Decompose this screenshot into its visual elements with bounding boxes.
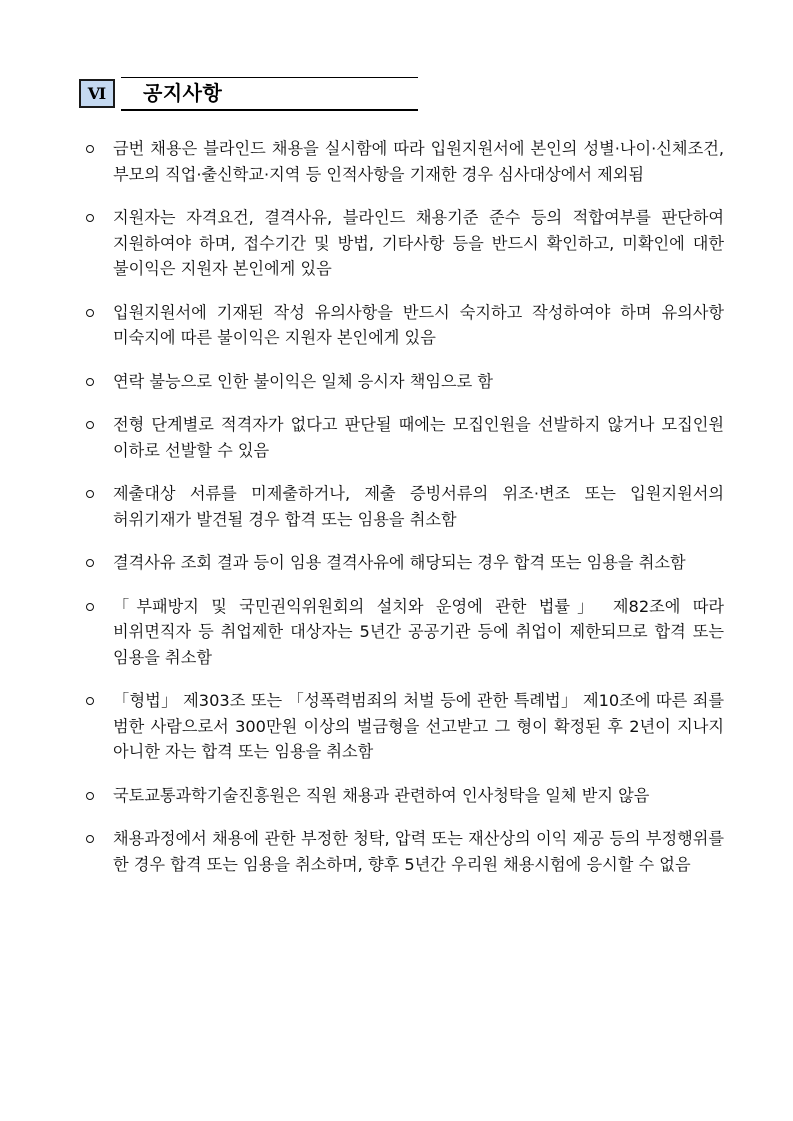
notice-item [84, 550, 724, 576]
notice-text: 「형법」 제303조 또는 「성폭력범죄의 처벌 등에 관한 특례법」 제10조에 따른 죄를 범한 사람으로서 300만원 이상의 벌금형을 선고받고 그 형이 확정된 후 2년이 지나지 아니한 자는 합격 또는 임용을 취소함 [113, 691, 724, 761]
notice-text: 제출대상 서류를 미제출하거나, 제출 증빙서류의 위조·변조 또는 입원지원서의 허위기재가 발견될 경우 합격 또는 임용을 취소함 [113, 484, 724, 529]
circle-bullet-icon [86, 490, 94, 498]
section-title: 공지사항 [143, 81, 223, 105]
notice-list [84, 136, 724, 895]
notice-item [84, 369, 724, 395]
notice-item [84, 205, 724, 282]
circle-bullet-icon [86, 603, 94, 611]
notice-item [84, 300, 724, 351]
section-number-badge: Ⅵ [79, 79, 115, 108]
notice-text: 입원지원서에 기재된 작성 유의사항을 반드시 숙지하고 작성하여야 하며 유의사항 미숙지에 따른 불이익은 지원자 본인에게 있음 [113, 302, 724, 347]
circle-bullet-icon [86, 697, 94, 705]
circle-bullet-icon [86, 835, 94, 843]
notice-text: 전형 단계별로 적격자가 없다고 판단될 때에는 모집인원을 선발하지 않거나 모집인원 이하로 선발할 수 있음 [113, 415, 724, 460]
notice-item [84, 412, 724, 463]
header-bottom-rule [121, 109, 418, 111]
notice-text: 결격사유 조회 결과 등이 임용 결격사유에 해당되는 경우 합격 또는 임용을 취소함 [113, 553, 686, 572]
notice-item [84, 688, 724, 765]
circle-bullet-icon [86, 145, 94, 153]
notice-text: 「부패방지 및 국민권익위원회의 설치와 운영에 관한 법률」 제82조에 따라 비위면직자 등 취업제한 대상자는 5년간 공공기관 등에 취업이 제한되므로 합격 또는 임용을 취소함 [113, 596, 724, 667]
notice-text: 채용과정에서 채용에 관한 부정한 청탁, 압력 또는 재산상의 이익 제공 등의 부정행위를 한 경우 합격 또는 임용을 취소하며, 향후 5년간 우리원 채용시험에 응시할 수 없음 [113, 829, 724, 874]
circle-bullet-icon [86, 792, 94, 800]
notice-text: 금번 채용은 블라인드 채용을 실시함에 따라 입원지원서에 본인의 성별·나이·신체조건, 부모의 직업·출신학교·지역 등 인적사항을 기재한 경우 심사대상에서 제외됨 [113, 139, 724, 184]
notice-text: 지원자는 자격요건, 결격사유, 블라인드 채용기준 준수 등의 적합여부를 판단하여 지원하여야 하며, 접수기간 및 방법, 기타사항 등을 반드시 확인하고, 미확인에 대한 불이익은 지원자 본인에게 있음 [113, 208, 724, 278]
notice-item [84, 481, 724, 532]
circle-bullet-icon [86, 421, 94, 429]
notice-text: 연락 불능으로 인한 불이익은 일체 응시자 책임으로 함 [113, 371, 494, 391]
header-top-rule [121, 77, 418, 78]
circle-bullet-icon [86, 559, 94, 567]
notice-text: 국토교통과학기술진흥원은 직원 채용과 관련하여 인사청탁을 일체 받지 않음 [113, 785, 650, 805]
notice-item [84, 826, 724, 877]
circle-bullet-icon [86, 214, 94, 222]
section-header [79, 77, 418, 111]
circle-bullet-icon [86, 378, 94, 386]
circle-bullet-icon [86, 309, 94, 317]
notice-item [84, 783, 724, 809]
notice-item [84, 594, 724, 671]
notice-item [84, 136, 724, 187]
